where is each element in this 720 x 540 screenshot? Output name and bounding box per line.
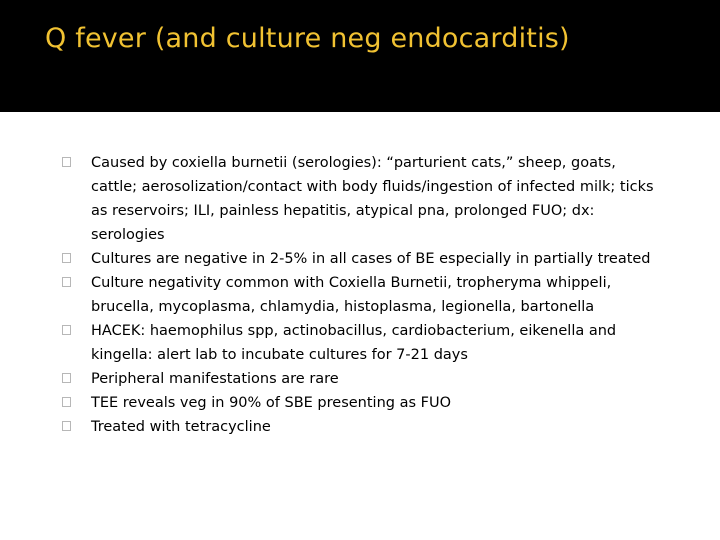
- bullet-item: [62, 367, 662, 391]
- bullet-item: [62, 247, 662, 271]
- square-bullet-icon: [62, 421, 71, 431]
- bullet-text: Caused by coxiella burnetii (serologies): “parturient cats,” sheep, goats, cattle; aerosolization/contact with body fluids/ingestion of infected milk; ticks as reservoirs; ILI, painless hepatitis, atypical pna, prolonged FUO; dx: serologies: [91, 155, 654, 243]
- square-bullet-icon: [62, 373, 71, 383]
- bullet-list: [62, 151, 662, 439]
- bullet-item: [62, 271, 662, 319]
- bullet-text: Peripheral manifestations are rare: [91, 371, 339, 387]
- bullet-text: HACEK: haemophilus spp, actinobacillus, cardiobacterium, eikenella and kingella: alert lab to incubate cultures for 7-21 days: [91, 323, 617, 363]
- bullet-text: Cultures are negative in 2-5% in all cases of BE especially in partially treated: [91, 251, 651, 267]
- slide-title: Q fever (and culture neg endocarditis): [45, 23, 570, 54]
- bullet-item: [62, 391, 662, 415]
- square-bullet-icon: [62, 325, 71, 335]
- bullet-item: [62, 151, 662, 247]
- square-bullet-icon: [62, 157, 71, 167]
- square-bullet-icon: [62, 277, 71, 287]
- bullet-text: Treated with tetracycline: [91, 419, 271, 435]
- square-bullet-icon: [62, 397, 71, 407]
- title-bar: [0, 0, 720, 112]
- bullet-item: [62, 415, 662, 439]
- bullet-item: [62, 319, 662, 367]
- bullet-text: Culture negativity common with Coxiella Burnetii, tropheryma whippeli, brucella, mycoplasma, chlamydia, histoplasma, legionella, bartonella: [91, 275, 612, 315]
- square-bullet-icon: [62, 253, 71, 263]
- bullet-text: TEE reveals veg in 90% of SBE presenting as FUO: [91, 395, 451, 411]
